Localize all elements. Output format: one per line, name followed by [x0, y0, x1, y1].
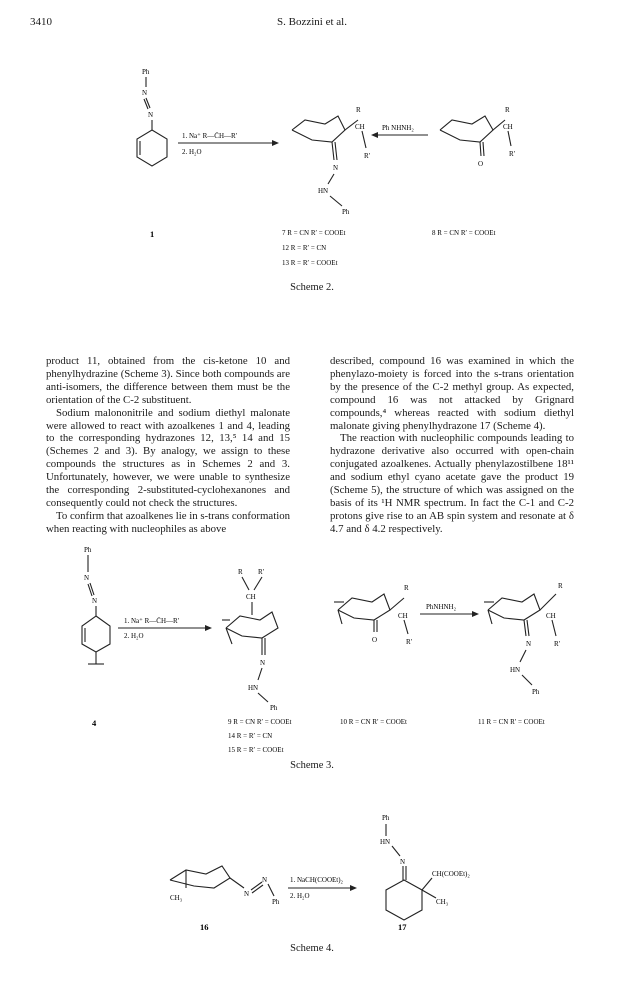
reagent-label: 1. Na⁺ R—C̄H—R′ [124, 617, 180, 625]
reagent-label: Ph NHNH₂ [382, 124, 414, 132]
reagent-label: 2. H₂O [182, 148, 202, 156]
compound-1-structure [137, 68, 167, 166]
compound-17-label: 17 [398, 922, 407, 932]
r-prime-label: R′ [554, 640, 561, 648]
r-prime-label: R′ [364, 152, 371, 160]
r-label: R [238, 568, 243, 576]
compound-4-label: 4 [92, 718, 97, 728]
phenyl-label: Ph [532, 688, 540, 696]
methyl-label: CH₃ [170, 894, 183, 902]
nitrogen-label: N [526, 640, 532, 648]
paragraph: described, compound 16 was examined in which the phenylazo-moiety is forced into the s-trans orientation by the presence of the C-2 methyl group. As expected, compound 16 was not attacked by Grignard compounds,⁴ whereas reacted with sodium diethyl malonate giving phenylhydrazone 17 (Scheme 4). [330, 355, 574, 432]
phenyl-label: Ph [342, 208, 350, 216]
ketone-8-structure [440, 106, 516, 168]
ch-label: CH [503, 123, 513, 131]
phenyl-label: Ph [84, 546, 92, 554]
right-text-column [330, 355, 574, 536]
r-label: R [505, 106, 510, 114]
nitrogen-label: N [142, 89, 148, 97]
compound-10-label: 10 R = CN R′ = COOEt [340, 718, 407, 726]
nitrogen-label: N [148, 111, 154, 119]
scheme-2-caption: Scheme 2. [290, 282, 334, 293]
compound-13-label: 13 R = R′ = COOEt [282, 259, 338, 267]
compound-15-label: 15 R = R′ = COOEt [228, 746, 284, 754]
reagent-label: PhNHNH₂ [426, 603, 457, 611]
paragraph: Sodium malononitrile and sodium diethyl malonate were allowed to react with azoalkenes 1 and 4, leading to the corresponding hydrazones 12, 13,⁵ 14 and 15 (Schemes 2 and 3). By analogy, we assign to these compounds the structures as in Schemes 2 and 3. Unfortunately, however, we were unable to synthesize the corresponding 2-substituted-cyclohexanones and consequently could not check the structures. [46, 406, 290, 509]
r-label: R [404, 584, 409, 592]
scheme-4-figure [0, 800, 624, 940]
hydrazone-11-structure [484, 582, 563, 696]
compound-1-label: 1 [150, 229, 155, 239]
nitrogen-label: N [92, 597, 98, 605]
phenyl-label: Ph [382, 814, 390, 822]
ketone-10-structure [334, 584, 413, 646]
compound-4-structure [82, 546, 110, 664]
nitrogen-label: N [262, 876, 268, 884]
nitrogen-label: N [400, 858, 406, 866]
hn-label: HN [248, 684, 259, 692]
oxygen-label: O [478, 160, 484, 168]
reagent-label: 2. H₂O [290, 892, 310, 900]
compound-14-label: 14 R = R′ = CN [228, 732, 273, 740]
r-label: R [558, 582, 563, 590]
hydrazone-7-structure [292, 106, 371, 216]
compound-17-structure [380, 814, 470, 920]
phenyl-label: Ph [270, 704, 278, 712]
compound-11-label: 11 R = CN R′ = COOEt [478, 718, 545, 726]
hydrazone-9-structure [222, 568, 278, 712]
reagent-label: 1. NaCH(COOEt)₂ [290, 876, 343, 884]
methyl-label: CH₃ [436, 898, 449, 906]
r-prime-label: R′ [509, 150, 516, 158]
scheme-3-caption: Scheme 3. [290, 760, 334, 771]
r-label: R [356, 106, 361, 114]
compound-16-label: 16 [200, 922, 209, 932]
compound-12-label: 12 R = R′ = CN [282, 244, 327, 252]
ch-label: CH [398, 612, 408, 620]
compound-16-structure [170, 866, 280, 906]
nitrogen-label: N [84, 574, 90, 582]
nitrogen-label: N [333, 164, 339, 172]
ch-label: CH [546, 612, 556, 620]
compound-9-label: 9 R = CN R′ = COOEt [228, 718, 292, 726]
running-title: S. Bozzini et al. [277, 16, 347, 28]
compound-7-label: 7 R = CN R′ = COOEt [282, 229, 346, 237]
scheme-2-figure [0, 50, 624, 300]
phenyl-label: Ph [272, 898, 280, 906]
left-text-column [46, 355, 290, 536]
reagent-label: 2. H₂O [124, 632, 144, 640]
oxygen-label: O [372, 636, 378, 644]
paragraph: The reaction with nucleophilic compounds leading to hydrazone derivative also occurred with open-chain conjugated azoalkenes. Actually phenylazostilbene 18¹¹ and sodium ethyl cyano acetate gave the product 19 (Scheme 5), the structure of which was assigned on the basis of its ¹H NMR spectrum. In fact the C-1 and C-2 protons give rise to an AB spin system and resonate at δ 4.7 and δ 4.2 respectively. [330, 432, 574, 535]
r-prime-label: R′ [258, 568, 265, 576]
hn-label: HN [510, 666, 521, 674]
malonyl-label: CH(COOEt)₂ [432, 870, 470, 878]
r-prime-label: R′ [406, 638, 413, 646]
paragraph: To confirm that azoalkenes lie in s-trans conformation when reacting with nucleophiles as above [46, 509, 290, 535]
nitrogen-label: N [244, 890, 250, 898]
page-number: 3410 [30, 16, 52, 28]
reagent-label: 1. Na⁺ R—C̄H—R′ [182, 132, 238, 140]
phenyl-label: Ph [142, 68, 150, 76]
scheme-4-caption: Scheme 4. [290, 943, 334, 954]
hn-label: HN [318, 187, 329, 195]
hn-label: HN [380, 838, 391, 846]
ch-label: CH [355, 123, 365, 131]
ch-label: CH [246, 593, 256, 601]
paragraph: product 11, obtained from the cis-ketone 10 and phenylhydrazine (Scheme 3). Since both compounds are anti-isomers, the difference between them must be the orientation of the C-2 substituent. [46, 355, 290, 406]
compound-8-label: 8 R = CN R′ = COOEt [432, 229, 496, 237]
nitrogen-label: N [260, 659, 266, 667]
scheme-3-figure [0, 540, 624, 760]
